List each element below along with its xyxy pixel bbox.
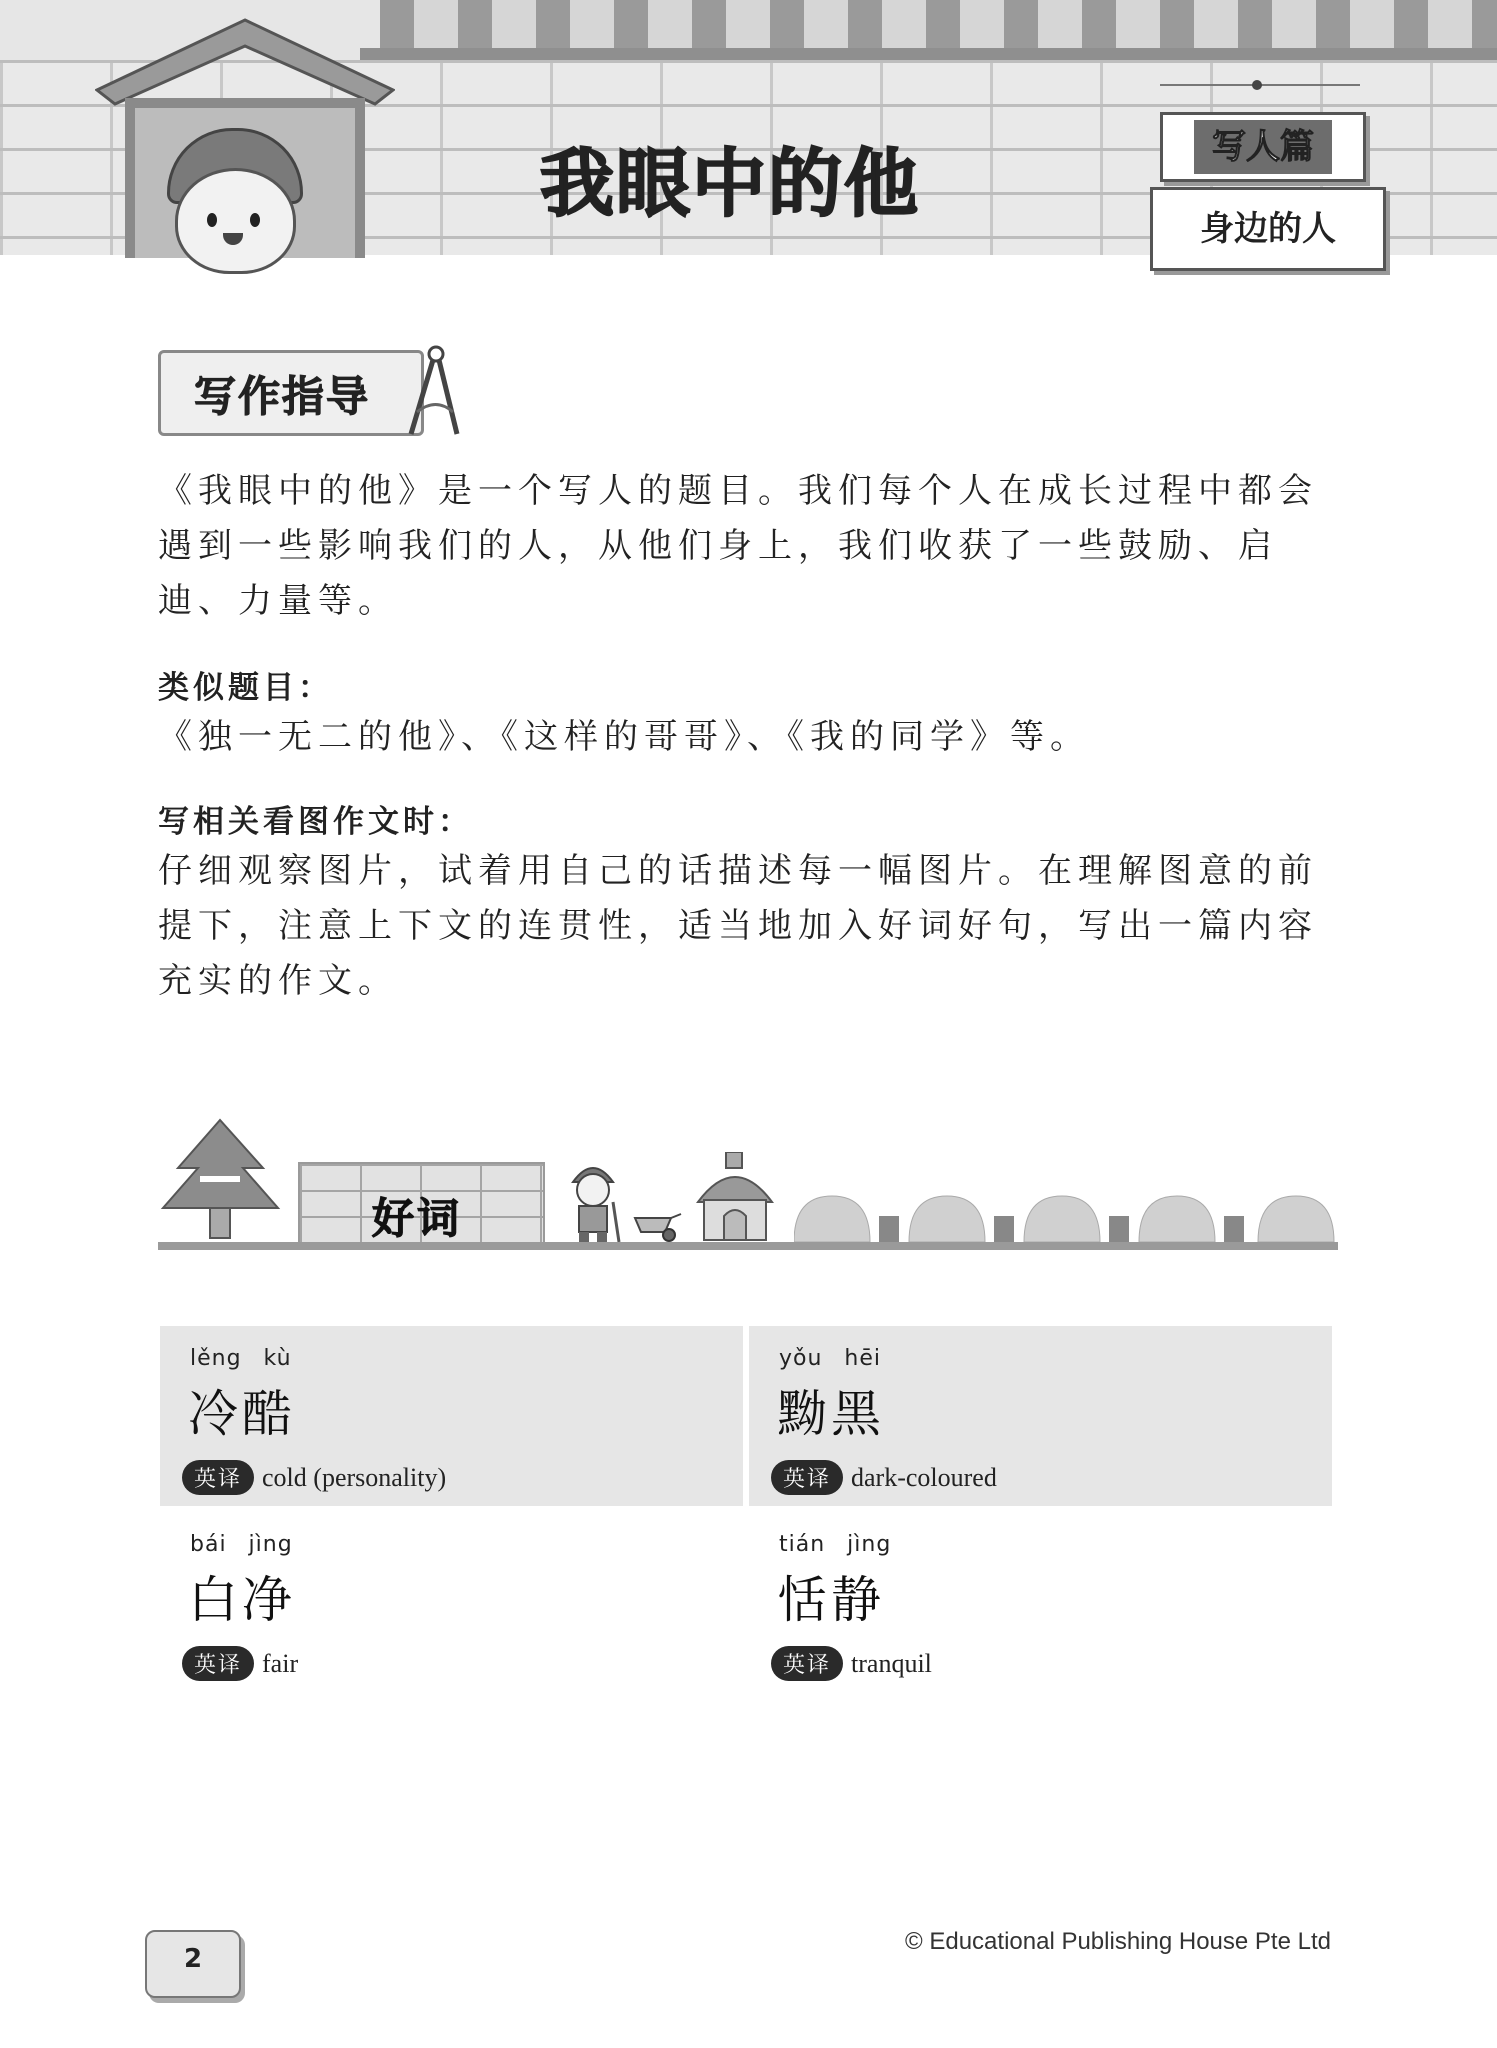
worker-kid-icon <box>563 1152 623 1244</box>
translation-badge: 英译 <box>182 1460 254 1495</box>
word-pinyin: lěng kù <box>190 1346 292 1371</box>
word-pinyin: tián jìng <box>779 1532 892 1557</box>
house-roof-icon <box>95 18 395 108</box>
good-words-section-banner <box>158 1110 1338 1260</box>
word-translation <box>771 1646 932 1681</box>
picture-writing-text: 仔细观察图片，试着用自己的话描述每一幅图片。在理解图意的前提下，注意上下文的连贯性，适当地加入好词好句，写出一篇内容充实的作文。 <box>158 851 1318 1001</box>
word-card <box>160 1512 743 1692</box>
sign-pin-icon <box>1252 80 1262 90</box>
kid-eye-icon <box>207 213 217 227</box>
word-pinyin: bái jìng <box>190 1532 293 1557</box>
word-chinese: 黝黑 <box>777 1385 885 1443</box>
writing-guide-banner <box>158 342 448 434</box>
category-tag <box>1160 112 1366 182</box>
word-english: fair <box>262 1648 299 1678</box>
writing-guide-label: 写作指导 <box>194 372 371 421</box>
good-words-table <box>160 1326 1336 1698</box>
category-sign <box>1140 80 1380 275</box>
picture-writing-heading: 写相关看图作文时： <box>158 804 473 840</box>
word-chinese: 冷酷 <box>188 1385 296 1443</box>
kid-face-icon <box>175 168 296 274</box>
guide-intro-text: 《我眼中的他》是一个写人的题目。我们每个人在成长过程中都会遇到一些影响我们的人，从他们身上，我们收获了一些鼓励、启迪、力量等。 <box>158 471 1318 621</box>
bushes-decoration <box>794 1192 1338 1242</box>
word-translation <box>182 1460 446 1495</box>
copyright-notice: © Educational Publishing House Pte Ltd <box>905 1928 1331 1955</box>
translation-badge: 英译 <box>771 1646 843 1681</box>
house-illustration <box>95 18 395 258</box>
page-title: 我眼中的他 <box>540 141 920 227</box>
similar-topics-heading: 类似题目： <box>158 670 333 706</box>
compass-icon <box>403 342 463 442</box>
word-pinyin: yǒu hēi <box>779 1346 882 1371</box>
word-chinese: 恬静 <box>777 1571 885 1629</box>
topic-tag: 身边的人 <box>1150 187 1386 271</box>
word-translation <box>182 1646 298 1681</box>
fence-decoration <box>380 0 1497 52</box>
similar-topics-list: 《独一无二的他》、《这样的哥哥》、《我的同学》等。 <box>158 717 1090 757</box>
page-number: 2 <box>183 1944 203 1974</box>
word-card <box>749 1326 1332 1506</box>
category-tag-label: 写人篇 <box>1194 120 1332 174</box>
tree-icon <box>158 1118 283 1242</box>
translation-badge: 英译 <box>771 1460 843 1495</box>
good-words-label: 好词 <box>372 1194 463 1243</box>
word-english: tranquil <box>851 1648 932 1678</box>
wheelbarrow-icon <box>633 1212 683 1242</box>
kid-eye-icon <box>250 213 260 227</box>
hut-icon <box>696 1152 774 1242</box>
ground-line <box>158 1242 1338 1250</box>
word-card <box>749 1512 1332 1692</box>
translation-badge: 英译 <box>182 1646 254 1681</box>
page-number-box <box>145 1930 241 1998</box>
word-card <box>160 1326 743 1506</box>
word-chinese: 白净 <box>188 1571 296 1629</box>
word-english: dark-coloured <box>851 1462 997 1492</box>
word-translation <box>771 1460 997 1495</box>
word-english: cold (personality) <box>262 1462 447 1492</box>
